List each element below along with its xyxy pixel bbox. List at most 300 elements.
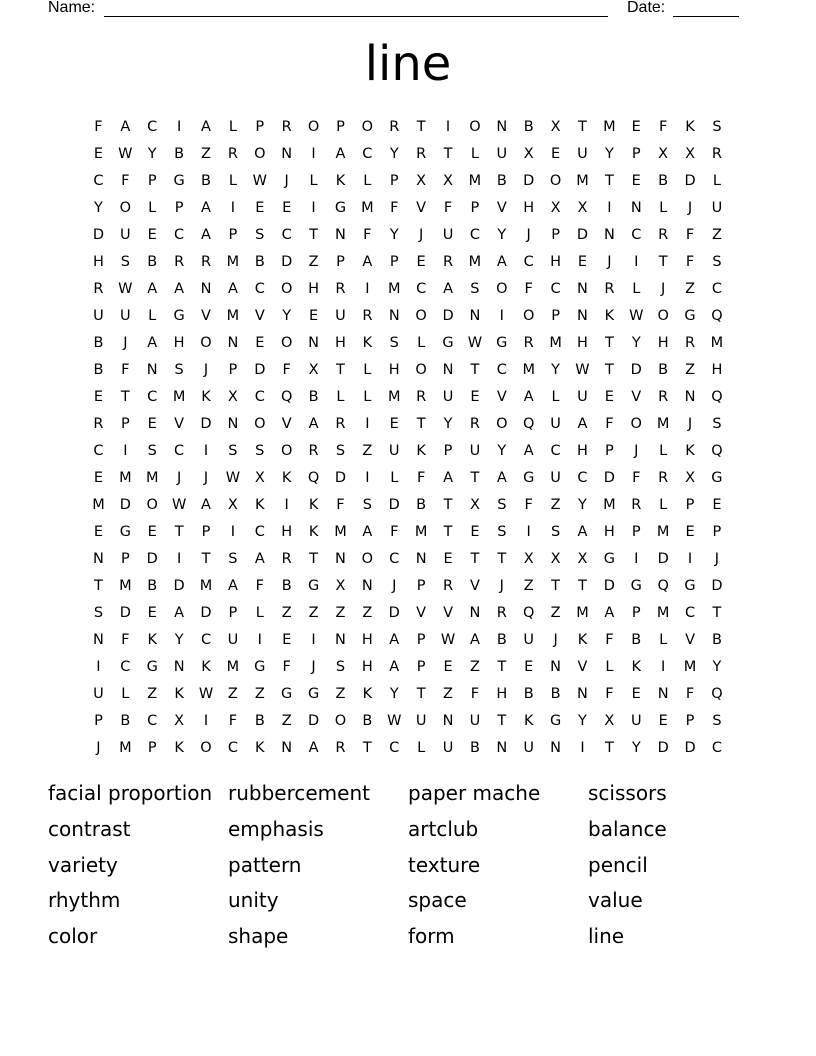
grid-letter: H bbox=[335, 334, 346, 351]
grid-letter: F bbox=[121, 172, 130, 189]
grid-letter: U bbox=[550, 469, 561, 486]
word-list-item: facial proportion bbox=[48, 781, 213, 805]
grid-letter: K bbox=[308, 523, 319, 540]
grid-letter: F bbox=[605, 415, 614, 432]
grid-letter: L bbox=[121, 685, 130, 702]
grid-letter: E bbox=[255, 199, 265, 216]
grid-letter: M bbox=[656, 523, 670, 540]
grid-letter: R bbox=[335, 415, 346, 432]
grid-letter: A bbox=[335, 145, 346, 162]
grid-letter: C bbox=[281, 226, 292, 243]
grid-letter: C bbox=[496, 361, 507, 378]
grid-letter: T bbox=[604, 739, 614, 756]
word-list-item: texture bbox=[408, 852, 481, 877]
grid-letter: N bbox=[200, 280, 212, 297]
grid-letter: C bbox=[416, 280, 427, 297]
word-list-item: scissors bbox=[588, 781, 667, 805]
grid-letter: I bbox=[311, 145, 316, 162]
grid-letter: P bbox=[147, 739, 157, 756]
grid-letter: A bbox=[308, 739, 319, 756]
grid-letter: C bbox=[120, 658, 131, 675]
grid-letter: X bbox=[550, 199, 561, 216]
grid-letter: E bbox=[470, 523, 480, 540]
grid-letter: C bbox=[684, 604, 696, 621]
grid-letter: W bbox=[171, 496, 187, 513]
grid-letter: P bbox=[551, 307, 560, 324]
grid-letter: O bbox=[522, 307, 535, 324]
grid-letter: A bbox=[496, 469, 507, 486]
grid-letter: I bbox=[499, 307, 504, 324]
grid-letter: K bbox=[255, 496, 265, 513]
grid-letter: F bbox=[336, 496, 345, 513]
grid-letter: Q bbox=[711, 307, 723, 324]
grid-letter: V bbox=[496, 388, 507, 405]
grid-letter: E bbox=[308, 307, 319, 324]
grid-letter: T bbox=[336, 361, 345, 378]
grid-letter: G bbox=[334, 199, 347, 216]
grid-letter: M bbox=[145, 469, 159, 486]
grid-letter: X bbox=[308, 361, 319, 378]
grid-letter: X bbox=[577, 199, 588, 216]
grid-letter: S bbox=[470, 280, 480, 297]
grid-letter: E bbox=[93, 523, 104, 540]
grid-letter: F bbox=[255, 577, 264, 594]
grid-letter: X bbox=[254, 469, 265, 486]
grid-letter: O bbox=[361, 550, 374, 567]
grid-letter: C bbox=[93, 172, 104, 189]
grid-letter: C bbox=[362, 145, 373, 162]
grid-letter: L bbox=[470, 145, 479, 162]
grid-letter: V bbox=[577, 658, 588, 675]
grid-letter: T bbox=[416, 118, 426, 135]
grid-letter: K bbox=[335, 172, 346, 189]
grid-letter: A bbox=[174, 604, 185, 621]
grid-letter: F bbox=[605, 631, 614, 648]
grid-letter: I bbox=[96, 658, 101, 675]
grid-letter: O bbox=[415, 307, 427, 324]
grid-letter: U bbox=[469, 442, 481, 459]
grid-letter: A bbox=[577, 415, 588, 432]
grid-letter: Z bbox=[254, 685, 265, 702]
grid-letter: X bbox=[416, 172, 427, 189]
grid-letter: F bbox=[524, 496, 533, 513]
grid-letter: O bbox=[334, 712, 347, 729]
grid-letter: D bbox=[173, 577, 185, 594]
grid-letter: E bbox=[551, 145, 561, 162]
grid-letter: O bbox=[657, 307, 669, 324]
grid-letter: T bbox=[443, 523, 453, 540]
grid-letter: A bbox=[227, 577, 238, 594]
grid-letter: H bbox=[92, 253, 104, 270]
grid-letter: A bbox=[389, 658, 400, 675]
grid-letter: S bbox=[255, 442, 265, 459]
grid-letter: C bbox=[227, 739, 238, 756]
grid-letter: M bbox=[522, 361, 535, 378]
grid-letter: N bbox=[577, 307, 588, 324]
grid-letter: F bbox=[94, 118, 103, 135]
word-list-item: unity bbox=[228, 888, 279, 913]
grid-letter: S bbox=[93, 604, 104, 621]
grid-letter: M bbox=[656, 415, 670, 432]
page-title: line bbox=[364, 36, 452, 92]
grid-letter: C bbox=[469, 226, 480, 243]
grid-letter: V bbox=[496, 199, 507, 216]
grid-letter: E bbox=[470, 388, 480, 405]
grid-letter: G bbox=[307, 685, 320, 702]
grid-letter: I bbox=[123, 442, 128, 459]
grid-letter: N bbox=[308, 334, 319, 351]
grid-letter: Z bbox=[147, 685, 158, 702]
grid-letter: H bbox=[577, 442, 588, 459]
grid-letter: P bbox=[228, 604, 238, 621]
grid-letter: I bbox=[580, 739, 585, 756]
grid-letter: Z bbox=[550, 604, 561, 621]
grid-letter: G bbox=[173, 307, 185, 324]
grid-letter: D bbox=[388, 496, 400, 513]
grid-letter: O bbox=[469, 118, 481, 135]
grid-letter: N bbox=[227, 334, 239, 351]
grid-letter: J bbox=[661, 280, 666, 297]
grid-letter: T bbox=[551, 577, 561, 594]
grid-letter: L bbox=[148, 307, 157, 324]
grid-letter: I bbox=[230, 199, 236, 216]
grid-letter: A bbox=[443, 469, 453, 486]
grid-letter: S bbox=[389, 334, 399, 351]
grid-letter: G bbox=[254, 658, 266, 675]
grid-letter: X bbox=[469, 496, 480, 513]
grid-letter: N bbox=[227, 415, 239, 432]
grid-letter: E bbox=[631, 172, 641, 189]
grid-letter: D bbox=[630, 361, 642, 378]
grid-letter: L bbox=[712, 172, 721, 189]
grid-letter: N bbox=[657, 685, 669, 702]
grid-letter: B bbox=[362, 712, 373, 729]
word-list-item: artclub bbox=[408, 816, 479, 841]
grid-letter: C bbox=[550, 280, 561, 297]
grid-letter: G bbox=[711, 469, 723, 486]
grid-letter: D bbox=[281, 253, 293, 270]
grid-letter: N bbox=[93, 550, 104, 567]
grid-letter: J bbox=[526, 226, 531, 243]
grid-letter: M bbox=[656, 604, 670, 621]
grid-letter: C bbox=[389, 739, 400, 756]
grid-letter: R bbox=[658, 226, 669, 243]
grid-letter: I bbox=[365, 469, 370, 486]
grid-letter: G bbox=[523, 469, 535, 486]
grid-letter: I bbox=[284, 496, 289, 513]
grid-letter: T bbox=[604, 361, 614, 378]
grid-letter: T bbox=[94, 577, 103, 594]
word-list-item: pattern bbox=[228, 852, 302, 877]
grid-letter: E bbox=[93, 388, 104, 405]
grid-letter: B bbox=[658, 361, 669, 378]
grid-letter: Z bbox=[362, 604, 373, 621]
grid-letter: Y bbox=[578, 712, 587, 729]
grid-letter: C bbox=[711, 739, 722, 756]
grid-letter: T bbox=[497, 658, 507, 675]
grid-letter: T bbox=[362, 739, 372, 756]
grid-letter: U bbox=[577, 388, 588, 405]
grid-letter: N bbox=[335, 226, 346, 243]
grid-letter: D bbox=[119, 496, 131, 513]
grid-letter: M bbox=[226, 307, 240, 324]
grid-letter: Y bbox=[551, 361, 561, 378]
grid-letter: F bbox=[121, 631, 130, 648]
grid-letter: Y bbox=[443, 415, 453, 432]
grid-letter: H bbox=[281, 523, 293, 540]
grid-letter: U bbox=[415, 712, 427, 729]
grid-letter: S bbox=[712, 118, 722, 135]
grid-letter: P bbox=[443, 442, 453, 459]
grid-letter: N bbox=[415, 550, 427, 567]
grid-letter: B bbox=[496, 631, 507, 648]
grid-letter: N bbox=[93, 631, 104, 648]
grid-letter: H bbox=[388, 361, 400, 378]
grid-letter: S bbox=[712, 415, 722, 432]
grid-letter: K bbox=[174, 685, 184, 702]
grid-letter: U bbox=[120, 226, 131, 243]
grid-letter: R bbox=[658, 388, 669, 405]
grid-letter: C bbox=[147, 388, 158, 405]
grid-letter: F bbox=[605, 685, 614, 702]
grid-letter: O bbox=[280, 280, 293, 297]
grid-letter: R bbox=[335, 280, 346, 297]
grid-letter: D bbox=[657, 739, 669, 756]
grid-letter: Y bbox=[712, 658, 722, 675]
grid-letter: Z bbox=[711, 226, 722, 243]
grid-letter: E bbox=[147, 523, 157, 540]
grid-letter: V bbox=[201, 307, 211, 324]
grid-letter: N bbox=[603, 226, 615, 243]
grid-letter: C bbox=[147, 118, 158, 135]
grid-letter: M bbox=[226, 253, 240, 270]
grid-letter: D bbox=[603, 469, 615, 486]
grid-letter: S bbox=[712, 712, 722, 729]
word-list-item: line bbox=[588, 924, 625, 949]
word-list bbox=[48, 776, 768, 955]
grid-letter: I bbox=[687, 550, 693, 567]
grid-letter: T bbox=[470, 550, 480, 567]
grid-letter: A bbox=[469, 631, 480, 648]
grid-letter: F bbox=[390, 199, 399, 216]
grid-letter: I bbox=[365, 280, 370, 297]
grid-letter: A bbox=[362, 523, 373, 540]
grid-letter: B bbox=[174, 145, 185, 162]
grid-letter: A bbox=[147, 280, 158, 297]
grid-letter: I bbox=[257, 631, 262, 648]
word-list-item: pencil bbox=[588, 852, 648, 877]
grid-letter: R bbox=[711, 145, 722, 162]
grid-letter: T bbox=[497, 712, 507, 729]
grid-letter: A bbox=[201, 118, 211, 135]
grid-letter: H bbox=[603, 523, 615, 540]
grid-letter: J bbox=[203, 361, 209, 378]
grid-letter: V bbox=[469, 577, 480, 594]
grid-letter: M bbox=[468, 172, 482, 189]
grid-letter: U bbox=[523, 739, 534, 756]
grid-letter: I bbox=[365, 415, 370, 432]
grid-letter: T bbox=[120, 388, 130, 405]
grid-letter: Q bbox=[711, 685, 723, 702]
grid-letter: G bbox=[630, 577, 642, 594]
grid-letter: D bbox=[200, 415, 212, 432]
grid-letter: J bbox=[176, 469, 182, 486]
grid-letter: N bbox=[577, 685, 588, 702]
grid-letter: A bbox=[254, 550, 265, 567]
grid-letter: Z bbox=[281, 712, 292, 729]
grid-letter: D bbox=[307, 712, 320, 729]
grid-letter: F bbox=[685, 226, 695, 243]
grid-letter: I bbox=[526, 523, 531, 540]
grid-letter: W bbox=[467, 334, 483, 351]
grid-letter: M bbox=[119, 739, 132, 756]
grid-letter: R bbox=[281, 118, 292, 135]
grid-letter: E bbox=[93, 469, 104, 486]
grid-letter: Z bbox=[362, 442, 373, 459]
grid-letter: P bbox=[201, 523, 211, 540]
grid-letter: O bbox=[307, 118, 320, 135]
grid-letter: I bbox=[203, 712, 209, 729]
grid-letter: A bbox=[577, 523, 588, 540]
grid-letter: B bbox=[416, 496, 427, 513]
grid-letter: I bbox=[203, 442, 209, 459]
grid-letter: T bbox=[604, 334, 614, 351]
grid-letter: B bbox=[147, 253, 158, 270]
grid-letter: D bbox=[711, 577, 723, 594]
grid-letter: C bbox=[631, 226, 642, 243]
grid-letter: J bbox=[284, 172, 289, 189]
grid-letter: U bbox=[442, 226, 454, 243]
grid-letter: Q bbox=[657, 577, 669, 594]
grid-letter: D bbox=[119, 604, 131, 621]
grid-letter: W bbox=[118, 145, 133, 162]
grid-letter: X bbox=[227, 496, 238, 513]
grid-letter: U bbox=[93, 685, 104, 702]
grid-letter: U bbox=[388, 442, 400, 459]
grid-letter: K bbox=[604, 307, 615, 324]
grid-letter: H bbox=[657, 334, 669, 351]
grid-letter: E bbox=[255, 334, 265, 351]
grid-letter: K bbox=[362, 685, 373, 702]
grid-letter: I bbox=[607, 199, 612, 216]
grid-letter: H bbox=[496, 685, 508, 702]
grid-letter: E bbox=[147, 415, 157, 432]
grid-letter: O bbox=[280, 334, 293, 351]
grid-letter: I bbox=[634, 253, 639, 270]
grid-letter: L bbox=[659, 631, 668, 648]
grid-letter: G bbox=[496, 334, 508, 351]
grid-letter: J bbox=[311, 658, 316, 675]
name-label: Name: bbox=[48, 0, 96, 16]
grid-letter: M bbox=[334, 523, 347, 540]
grid-letter: M bbox=[92, 496, 105, 513]
grid-letter: P bbox=[631, 523, 641, 540]
grid-letter: X bbox=[685, 469, 695, 486]
name-blank-line bbox=[104, 16, 608, 17]
grid-letter: Q bbox=[307, 469, 320, 486]
grid-letter: G bbox=[281, 685, 293, 702]
grid-letter: Y bbox=[389, 685, 399, 702]
grid-letter: P bbox=[389, 253, 399, 270]
grid-letter: Z bbox=[443, 685, 453, 702]
grid-letter: E bbox=[282, 199, 292, 216]
grid-letter: N bbox=[550, 658, 562, 675]
grid-letter: P bbox=[120, 415, 130, 432]
grid-letter: I bbox=[445, 118, 451, 135]
grid-letter: R bbox=[631, 496, 642, 513]
grid-letter: T bbox=[201, 550, 211, 567]
grid-letter: F bbox=[470, 685, 480, 702]
grid-letter: A bbox=[201, 226, 211, 243]
grid-letter: R bbox=[200, 253, 212, 270]
grid-letter: Y bbox=[631, 334, 641, 351]
grid-letter: A bbox=[443, 280, 453, 297]
grid-letter: T bbox=[604, 172, 614, 189]
grid-letter: N bbox=[281, 145, 293, 162]
grid-letter: C bbox=[93, 442, 104, 459]
grid-letter: B bbox=[281, 577, 292, 594]
grid-letter: B bbox=[496, 172, 507, 189]
grid-letter: C bbox=[174, 442, 185, 459]
grid-letter: L bbox=[228, 172, 237, 189]
grid-letter: A bbox=[362, 253, 373, 270]
grid-letter: N bbox=[550, 739, 562, 756]
grid-letter: M bbox=[172, 388, 186, 405]
grid-letter: K bbox=[281, 469, 292, 486]
grid-letter: K bbox=[201, 658, 211, 675]
grid-letter: U bbox=[442, 388, 454, 405]
grid-letter: J bbox=[499, 577, 504, 594]
grid-letter: Z bbox=[335, 685, 346, 702]
grid-letter: S bbox=[550, 523, 561, 540]
grid-letter: D bbox=[146, 550, 158, 567]
grid-letter: R bbox=[685, 334, 696, 351]
grid-letter: C bbox=[200, 631, 212, 648]
word-list-item: value bbox=[588, 888, 643, 913]
grid-letter: F bbox=[685, 685, 695, 702]
grid-letter: F bbox=[121, 361, 130, 378]
grid-letter: K bbox=[416, 442, 426, 459]
grid-letter: O bbox=[280, 442, 293, 459]
word-list-item: rubbercement bbox=[228, 781, 370, 805]
grid-letter: K bbox=[201, 388, 211, 405]
grid-letter: S bbox=[120, 253, 130, 270]
grid-letter: B bbox=[523, 118, 534, 135]
grid-letter: F bbox=[228, 712, 238, 729]
grid-letter: W bbox=[225, 469, 241, 486]
grid-letter: G bbox=[549, 712, 562, 729]
grid-letter: R bbox=[93, 415, 104, 432]
grid-letter: Q bbox=[280, 388, 293, 405]
grid-letter: E bbox=[604, 388, 614, 405]
grid-letter: W bbox=[629, 307, 644, 324]
grid-letter: R bbox=[281, 550, 292, 567]
grid-letter: H bbox=[173, 334, 185, 351]
date-label: Date: bbox=[627, 0, 666, 16]
grid-letter: Y bbox=[389, 226, 399, 243]
grid-letter: I bbox=[311, 631, 316, 648]
grid-letter: M bbox=[683, 658, 697, 675]
grid-letter: B bbox=[201, 172, 211, 189]
grid-letter: H bbox=[308, 280, 320, 297]
grid-letter: I bbox=[634, 550, 639, 567]
grid-letter: D bbox=[200, 604, 212, 621]
grid-letter: G bbox=[684, 307, 696, 324]
grid-letter: Z bbox=[308, 253, 319, 270]
grid-letter: K bbox=[255, 739, 265, 756]
grid-letter: B bbox=[93, 361, 104, 378]
grid-letter: C bbox=[147, 712, 158, 729]
